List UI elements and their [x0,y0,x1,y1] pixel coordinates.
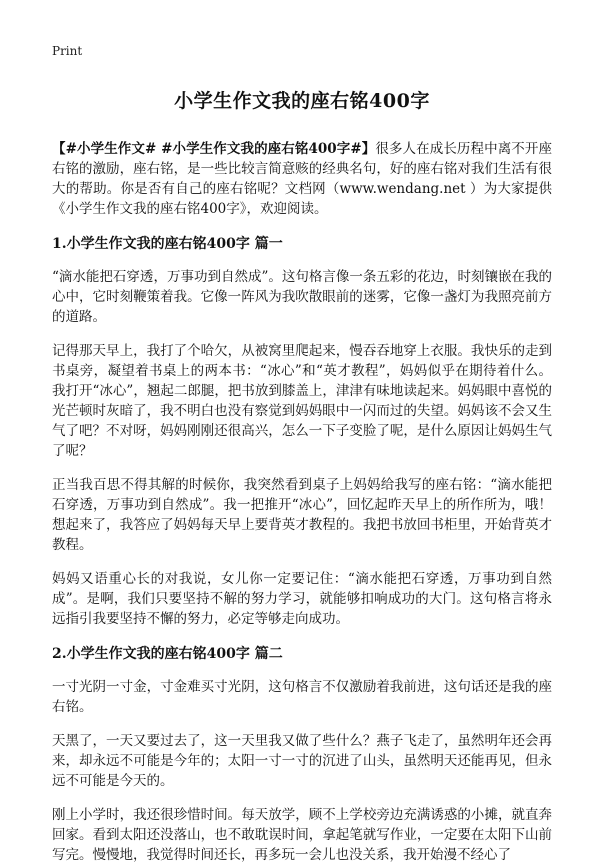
section-1-paragraph-4: 妈妈又语重心长的对我说，女儿你一定要记住：“滴水能把石穿透，万事功到自然成”。是啊，我们只要坚持不解的努力学习，就能够扣响成功的大门。这句格言将永远指引我要坚持不懈的努力，必定等够走向成功。 [52,571,552,627]
section-2-paragraph-1: 一寸光阴一寸金，寸金难买寸光阴，这句格言不仅激励着我前进，这句话还是我的座右铭。 [52,679,552,715]
section-1-paragraph-1: “滴水能把石穿透，万事功到自然成”。这句格言像一条五彩的花边，时刻镶嵌在我的心中，它时刻鞭策着我。它像一阵风为我吹散眼前的迷雾，它像一盏灯为我照亮前方的道路。 [52,269,552,325]
print-link[interactable]: Print [52,44,83,58]
intro-tag: 【#小学生作文# #小学生作文我的座右铭400字#】 [52,141,376,157]
intro-text: 很多人在成长历程中离不开座右铭的激励，座右铭，是一些比较言简意赅的经典名句，好的座右铭对我们生活有很大的帮助。你是否有自己的座右铭呢？文档网（www.wendang.net ）为大家提供《小学生作文我的座右铭400字》，欢迎阅读。 [52,141,552,217]
section-2-paragraph-3: 刚上小学时，我还很珍惜时间。每天放学，顾不上学校旁边充满诱惑的小摊，就直奔回家。看到太阳还没落山，也不敢耽误时间，拿起笔就写作业，一定要在太阳下山前写完。慢慢地，我觉得时间还长，再多玩一会儿也没关系，我开始漫不经心了 [52,807,552,863]
document-title: 小学生作文我的座右铭400字 [174,90,430,112]
section-2-paragraph-2: 天黑了，一天又要过去了，这一天里我又做了些什么？燕子飞走了，虽然明年还会再来，却永远不可能是今年的；太阳一寸一寸的沉进了山头，虽然明天还能再见，但永远不可能是今天的。 [52,733,552,789]
section-2-heading: 2.小学生作文我的座右铭400字 篇二 [52,646,283,662]
section-1-paragraph-2: 记得那天早上，我打了个哈欠，从被窝里爬起来，慢吞吞地穿上衣服。我快乐的走到书桌旁，凝望着书桌上的两本书：“冰心”和“英才教程”，妈妈似乎在期待着什么。我打开“冰心”，翘起二郎腿，把书放到膝盖上，津津有味地读起来。妈妈眼中喜悦的光芒顿时灰暗了，我不明白也没有察觉到妈妈眼中一闪而过的失望。妈妈该不会又生气了吧？不对呀，妈妈刚刚还很高兴，怎么一下子变脸了呢，是什么原因让妈妈生气了呢？ [52,343,552,459]
section-1-heading: 1.小学生作文我的座右铭400字 篇一 [52,236,283,252]
intro-paragraph [52,139,552,219]
section-1-paragraph-3: 正当我百思不得其解的时候你，我突然看到桌子上妈妈给我写的座右铭：“滴水能把石穿透，万事功到自然成”。我一把推开“冰心”，回忆起昨天早上的所作所为，哦！想起来了，我答应了妈妈每天早上要背英才教程的。我把书放回书柜里，开始背英才教程。 [52,477,552,553]
